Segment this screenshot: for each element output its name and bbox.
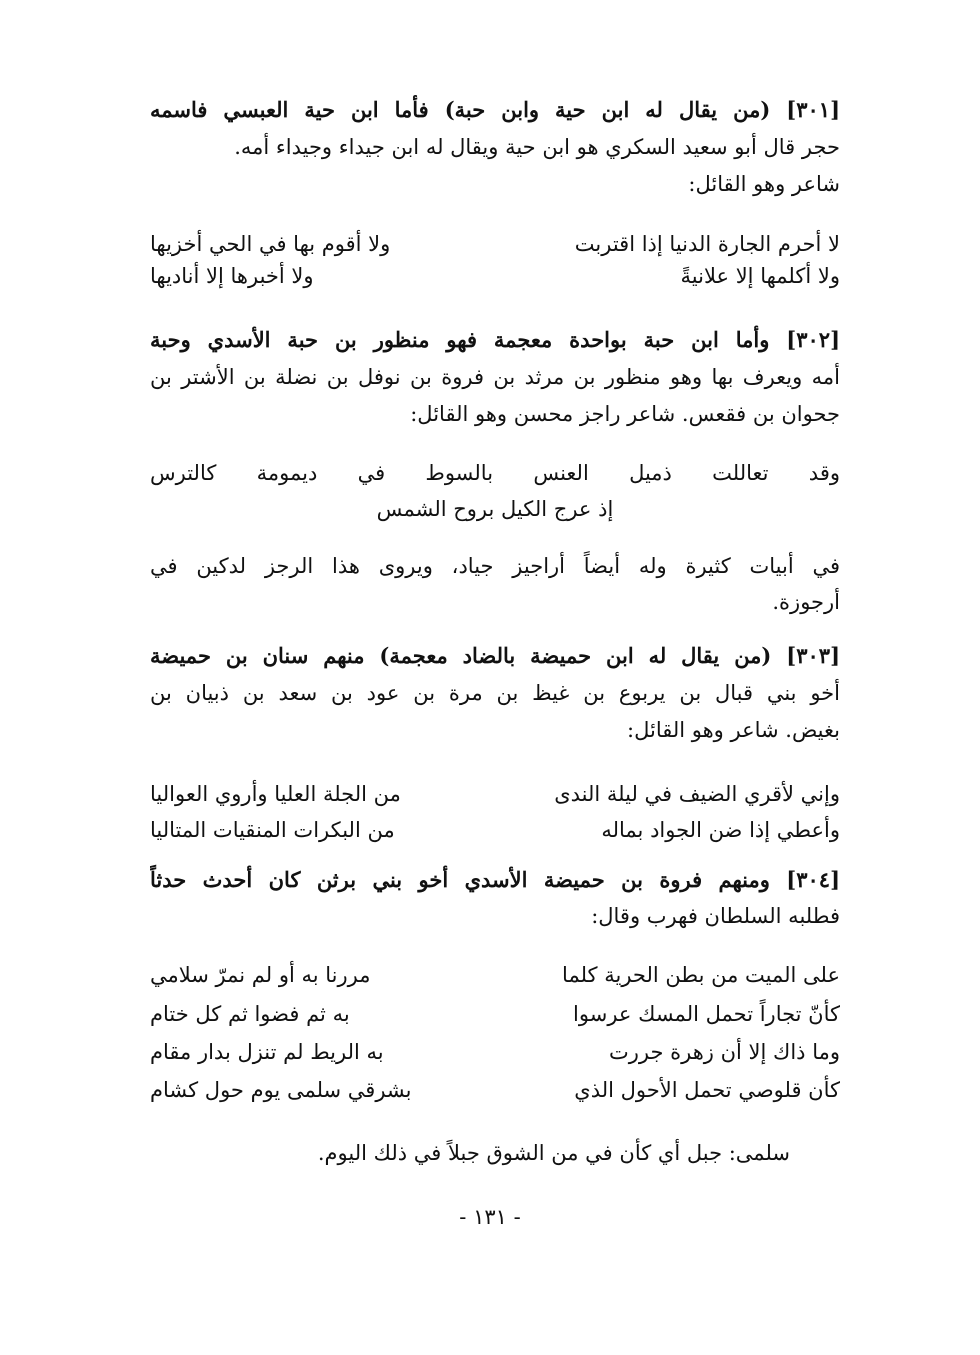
verse-hemistich-second: بشرقي سلمى يوم حول كشام	[150, 1078, 412, 1102]
verse-line	[150, 228, 840, 260]
verse-hemistich-first: ولا أكلمها إلا علانيةً	[680, 264, 840, 288]
poem-304	[150, 955, 840, 1109]
verse-line	[150, 955, 840, 995]
entry-303-line-3: بغيض. شاعر وهو القائل:	[627, 718, 840, 742]
verse-hemistich-second: مررنا به أو لم نمرّ سلامي	[150, 963, 371, 987]
poem-303	[150, 774, 840, 846]
verse-hemistich-first: لا أحرم الجارة الدنيا إذا اقتربت	[574, 232, 840, 256]
entry-302-line-3: جحوان بن فقعس. شاعر راجز محسن وهو القائل:	[410, 402, 840, 426]
rajaz-line-2: إذ عرج الكيل بروح الشمس	[376, 497, 614, 521]
rajaz-302	[150, 455, 840, 527]
entry-302-continuation	[150, 548, 840, 620]
verse-hemistich-first: وما ذاك إلا أن زهرة جررت	[608, 1040, 840, 1064]
gloss-note	[150, 1135, 840, 1171]
entry-303	[150, 638, 840, 748]
verse-line	[150, 1071, 840, 1109]
entry-302	[150, 322, 840, 432]
entry-302-line-2: أمه ويعرف بها وهو منظور بن مرثد بن فروة بن نوفل بن نضلة بن الأشتر بن	[150, 365, 840, 389]
entry-302-line-1: [٣٠٢] وأما ابن حبة بواحدة معجمة فهو منظور بن حبة الأسدي وحبة	[150, 327, 840, 352]
verse-line	[150, 995, 840, 1033]
entry-301-line-3: شاعر وهو القائل:	[688, 172, 840, 196]
verse-line	[150, 1033, 840, 1071]
verse-hemistich-first: وإني لأقري الضيف في ليلة الندى	[554, 782, 840, 806]
page-number: - ١٣١ -	[459, 1205, 521, 1229]
verse-hemistich-first: كأنّ تجاراً تحمل المسك عرسوا	[573, 1002, 840, 1026]
entry-303-line-1: [٣٠٣] (من يقال له ابن حميضة بالضاد معجمة) منهم سنان بن حميضة	[150, 643, 840, 668]
verse-hemistich-first: كأن قلوصي تحمل الأحول الذي	[574, 1078, 840, 1102]
verse-line	[150, 814, 840, 846]
entry-301-line-2: حجر قال أبو سعيد السكري هو ابن حية ويقال له ابن جيداء وجيداء أمه.	[234, 135, 840, 159]
verse-hemistich-first: على الميت من بطن الحرية كلما	[562, 963, 840, 987]
gloss-note-text: سلمى: جبل أي كأن في من الشوق جبلاً في ذلك اليوم.	[317, 1141, 790, 1165]
verse-hemistich-second: به الريط لم تنزل بدار مقام	[150, 1040, 384, 1064]
verse-line	[150, 774, 840, 814]
entry-301-line-1: [٣٠١] (من يقال له ابن حية وابن حبة) فأما ابن حية العبسي فاسمه	[150, 97, 840, 122]
verse-line	[150, 260, 840, 292]
continuation-line-1: في أبيات كثيرة وله أيضاً أراجيز جياد، ويروى هذا الرجز لدكين في	[150, 554, 840, 578]
entry-304-line-2: فطلبه السلطان فهرب وقال:	[591, 904, 840, 928]
verse-hemistich-second: ولا أخبرها إلا أناديها	[150, 264, 314, 288]
verse-hemistich-second: من الجلة العليا وأروي العواليا	[150, 782, 401, 806]
verse-hemistich-second: من البكرات المنقيات المتاليا	[150, 818, 395, 842]
entry-301	[150, 92, 840, 202]
entry-304	[150, 862, 840, 934]
poem-301	[150, 228, 840, 292]
verse-hemistich-first: وأعطي إذا ضن الجواد بماله	[601, 818, 840, 842]
continuation-line-2: أرجوزة.	[772, 590, 840, 614]
entry-304-line-1: [٣٠٤] ومنهم فروة بن حميضة الأسدي أخو بني برثن كان أحدث حدثاً	[150, 867, 840, 892]
verse-hemistich-second: به ثم فضوا ثم كل ختام	[150, 1002, 350, 1026]
verse-hemistich-second: ولا أقوم بها في الحي أخزيها	[150, 232, 391, 256]
rajaz-line-1: وقد تعاللت ذميل العنس بالسوط في ديمومة كالترس	[150, 461, 840, 485]
entry-303-line-2: أخو بني قبال بن يربوع بن غيظ بن مرة بن عود بن سعد بن ذبيان بن	[150, 681, 840, 705]
